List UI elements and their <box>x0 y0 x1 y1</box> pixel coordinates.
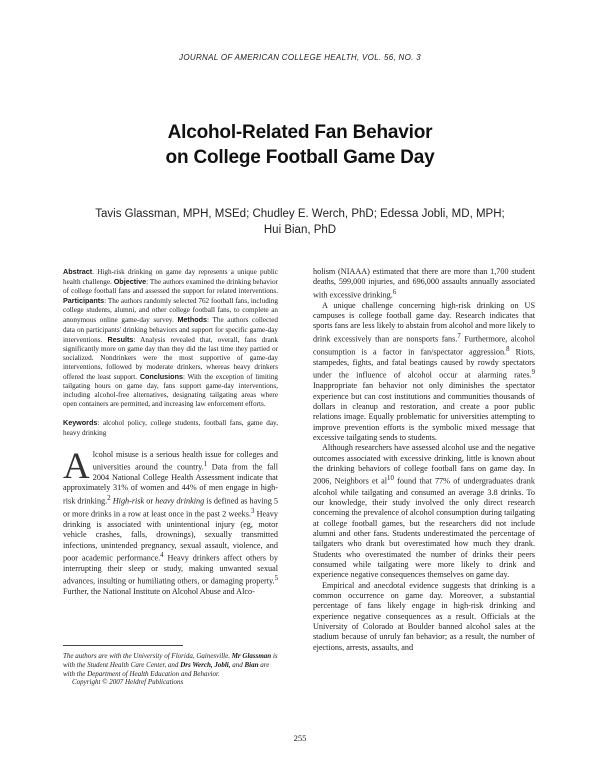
right-column <box>313 267 535 653</box>
body-text-segment: Further, the National Institute on Alcohol Abuse and Alco- <box>63 587 255 597</box>
footnote-author-name: Bian <box>244 660 259 669</box>
citation-ref: 6 <box>392 288 397 296</box>
affiliation-note <box>63 652 278 678</box>
continued-paragraph <box>313 267 535 301</box>
citation-ref: 5 <box>274 575 278 583</box>
citation-ref: 7 <box>457 332 461 340</box>
body-text-segment: is defined as having 5 or more drinks in a row at least once in the past 2 weeks. <box>63 496 279 519</box>
footnote-text: is with the Student Health Care Center, and <box>63 652 278 669</box>
term-heavy-drinking: heavy drinking <box>155 496 205 506</box>
footnote-text: are with the Department of Health Education and Behavior. <box>63 660 270 678</box>
footnote-author-name: Mr Glassman <box>231 652 272 660</box>
body-text-segment: Heavy drinkers affect others by interrupting their sleep or study, making unwanted sexual advances, insulting or humiliating others, or damaging property. <box>63 553 278 587</box>
citation-ref: 3 <box>251 507 255 515</box>
citation-ref: 10 <box>387 475 394 483</box>
title-line-1: Alcohol-Related Fan Behavior <box>167 122 433 143</box>
author-footnote <box>63 652 278 687</box>
body-text-segment: found that 77% of undergraduates drank alcohol while tailgating and consumed an average 3.8 drinks. To our knowledge, their study involved the only direct research concerning the prevalence of alcohol consumption during tailgating at college football games, but the researchers did not include alumni and other fans. Students underestimated the percentage of tailgaters who drank but overestimated how much they drank. Students who overestimated the number of drinks their peers consumed while tailgating were more likely to drink and experience negative consequences themselves on game day. <box>313 477 535 580</box>
citation-ref: 2 <box>107 494 111 502</box>
methods-label: Methods <box>177 315 207 325</box>
body-text-segment: or <box>144 496 156 506</box>
body-text-segment: Furthermore, alcohol consumption is a factor in fan/spectator aggression. <box>313 334 535 357</box>
body-text-segment: lcohol misuse is a serious health issue for colleges and universities around the country. <box>92 449 278 472</box>
conclusions-label: Conclusions <box>139 372 183 382</box>
abstract <box>63 267 278 409</box>
body-text-segment: Data from the fall 2004 National College Health Assessment indicate that approximately 31% of women and 44% of men engage in high-risk drinking. <box>63 462 278 506</box>
objective-label: Objective <box>113 277 147 287</box>
body-text-segment: Riots, stampedes, fights, and fatal beatings caused by rowdy spectators under the influence of alcohol occur at alarming rates. <box>313 347 536 381</box>
footnote-text: and <box>230 660 245 669</box>
keywords-label: Keywords <box>63 418 98 428</box>
authors-line-2: Hui Bian, PhD <box>263 224 337 236</box>
body-text-segment: Heavy drinking is associated with unintentional injury (eg, motor vehicle crashes, falls, drownings), sexually transmitted infections, unintended pregnancy, sexual assault, violence, and poor academic performance. <box>63 509 278 563</box>
citation-ref: 4 <box>160 551 164 559</box>
abstract-results: : Analysis revealed that, overall, fans drank significantly more on game day than they did the last time they partied or socialized. Nondrinkers were the most supportive of game-day interventions, followed by moderate drinkers, whereas heavy drinkers offered the least support. <box>63 335 279 382</box>
intro-paragraph <box>63 445 279 598</box>
footnote-text: The authors are with the University of Florida, Gainesville. <box>63 652 232 660</box>
copyright-note: Copyright © 2007 Heldref Publications <box>72 678 184 687</box>
abstract-participants: : The authors randomly selected 762 football fans, including college students, alumni, and other college football fans, to complete an anonymous online game-day survey. <box>63 297 278 325</box>
paragraph-prior-research <box>313 443 535 580</box>
footnote-author-name: Drs Werch, Jobli, <box>180 660 231 669</box>
keywords <box>63 418 278 437</box>
page-number: 255 <box>293 733 307 743</box>
abstract-intro: . High-risk drinking on game day represents a unique public health challenge. <box>63 268 278 287</box>
footnote-divider <box>63 645 183 646</box>
drop-cap: A <box>63 445 90 487</box>
paragraph-game-day <box>313 301 535 444</box>
citation-ref: 9 <box>531 369 535 377</box>
title-line-2: on College Football Game Day <box>165 147 435 168</box>
authors-line-1: Tavis Glassman, MPH, MSEd; Chudley E. Werch, PhD; Edessa Jobli, MD, MPH; <box>95 208 505 220</box>
abstract-objective: : The authors examined the drinking behavior of college football fans and assessed the support for related interventions. <box>63 278 278 296</box>
abstract-methods: : The authors collected data on participants' drinking behaviors and support for specific game-day interventions. <box>63 316 278 344</box>
left-column <box>63 267 278 598</box>
body-text-segment: A unique challenge concerning high-risk drinking on US campuses is college football game day. Research indicates that sports fans are less likely to abstain from alcohol and more likely to drink excessively than are nonsports fans. <box>313 300 535 344</box>
article-title <box>0 120 600 170</box>
body-text-segment: holism (NIAAA) estimated that there are more than 1,700 student deaths, 599,000 injuries, and 696,000 assaults annually associated with excessive drinking. <box>313 267 535 300</box>
journal-running-header: JOURNAL OF AMERICAN COLLEGE HEALTH, VOL. 56, NO. 3 <box>179 53 421 62</box>
paragraph-evidence: Empirical and anecdotal evidence suggests that drinking is a common occurrence on game day. Moreover, a substantial percentage of fans likely engage in high-risk drinking and experience negative consequences as a result. Officials at the University of Colorado at Boulder banned alcohol sales at the stadium because of unruly fan behavior; as a result, the number of ejections, arrests, assaults, and <box>313 580 535 652</box>
abstract-label: Abstract <box>63 267 93 276</box>
body-text-segment: Inappropriate fan behavior not only diminishes the spectator experience but can cost institutions and communities thousands of dollars in cleanup and restoration, and create a poor public relations image. Equally problematic for universities attempting to improve prevention efforts is the symbolic mixed message that excessive tailgating sends to students. <box>313 381 535 443</box>
term-high-risk: High-risk <box>112 496 145 506</box>
participants-label: Participants <box>63 296 105 306</box>
results-label: Results <box>107 334 134 344</box>
abstract-conclusions: : With the exception of limiting tailgating hours on game day, fans support game-day interventions, including alcohol-free alternatives, designating tailgating areas where open containers are permitted, and increasing law enforcement efforts. <box>63 373 279 409</box>
body-text-segment: Although researchers have assessed alcohol use and the negative outcomes associated with excessive drinking, little is known about the drinking behaviors of college football fans on game day. In 2006, Neighbors et al <box>313 443 535 487</box>
keywords-text: : alcohol policy, college students, football fans, game day, heavy drinking <box>63 419 278 437</box>
citation-ref: 8 <box>506 345 510 353</box>
author-list <box>40 206 560 238</box>
citation-ref: 1 <box>203 460 208 468</box>
